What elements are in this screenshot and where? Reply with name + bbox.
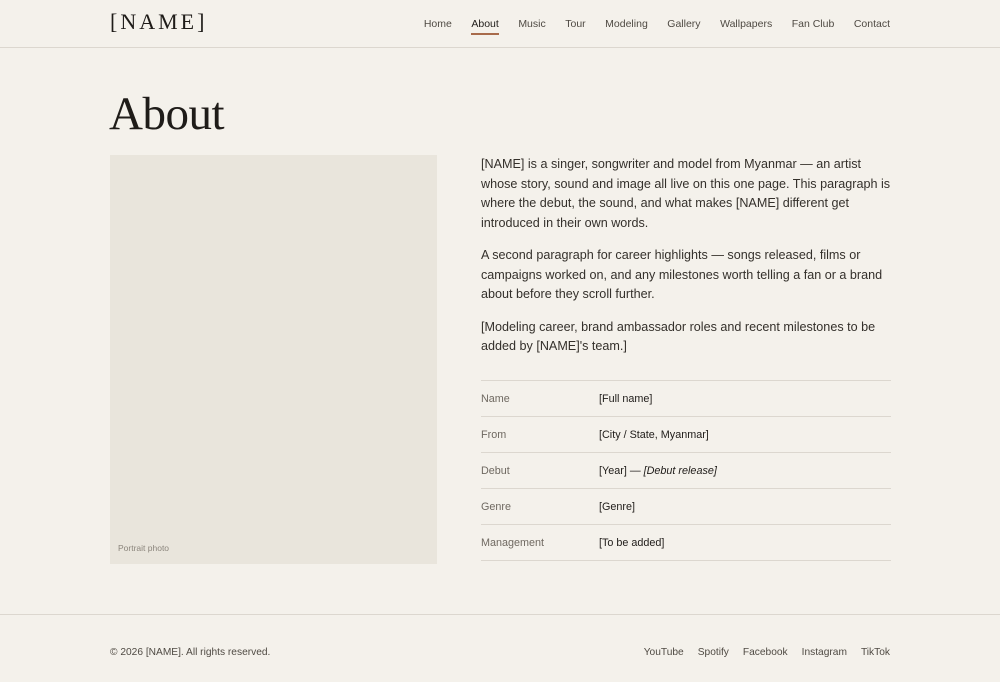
- facts-table: [481, 380, 891, 561]
- fact-value: [To be added]: [599, 536, 665, 549]
- nav-modeling[interactable]: Modeling: [605, 17, 648, 30]
- social-link-instagram[interactable]: Instagram: [801, 647, 847, 658]
- page-title: About: [109, 88, 224, 140]
- fact-label: Debut: [481, 464, 510, 477]
- fact-value: [City / State, Myanmar]: [599, 428, 709, 441]
- bio-paragraph-3: [Modeling career, brand ambassador roles and recent milestones to be added by [NAME]'s team.]: [481, 319, 876, 353]
- fact-row-management: [481, 525, 891, 561]
- nav-home[interactable]: Home: [423, 17, 452, 30]
- social-links: [630, 647, 890, 658]
- nav-gallery[interactable]: Gallery: [667, 17, 701, 30]
- fact-label: From: [481, 428, 507, 441]
- portrait-caption: Portrait photo: [118, 543, 170, 553]
- social-link-spotify[interactable]: Spotify: [697, 647, 729, 658]
- site-footer: [0, 614, 1000, 682]
- fact-value: [599, 465, 717, 477]
- fact-value: [Genre]: [599, 500, 636, 513]
- copyright-text: © 2026 [NAME]. All rights reserved.: [110, 647, 271, 658]
- fact-row-name: [481, 381, 891, 417]
- nav-music[interactable]: Music: [518, 17, 546, 30]
- nav-about[interactable]: About: [471, 14, 498, 34]
- social-link-tiktok[interactable]: TikTok: [860, 647, 890, 658]
- nav-wallpapers[interactable]: Wallpapers: [720, 17, 773, 30]
- fact-label: Genre: [481, 500, 512, 513]
- main-nav: [404, 0, 890, 47]
- fact-row-genre: [481, 489, 891, 525]
- fact-row-from: [481, 417, 891, 453]
- social-link-facebook[interactable]: Facebook: [742, 647, 788, 658]
- fact-value: [Full name]: [599, 392, 653, 405]
- fact-label: Management: [481, 536, 545, 549]
- bio-paragraph-1: [NAME] is a singer, songwriter and model from Myanmar — an artist whose story, sound and image all live on this one page. This paragraph is where the debut, the sound, and what makes [NAME] different get introduced in their own words.: [481, 157, 891, 230]
- fact-label: Name: [481, 392, 510, 405]
- nav-fan-club[interactable]: Fan Club: [791, 17, 835, 30]
- bio-section: [481, 155, 891, 370]
- fact-value-year: [Year] —: [599, 464, 641, 477]
- fact-row-debut: [481, 453, 891, 489]
- nav-tour[interactable]: Tour: [565, 17, 586, 30]
- nav-contact[interactable]: Contact: [853, 17, 890, 30]
- brand-logo[interactable]: [NAME]: [110, 9, 208, 34]
- site-header: [0, 0, 1000, 48]
- fact-value-release: [Debut release]: [643, 464, 717, 477]
- social-link-youtube[interactable]: YouTube: [643, 647, 684, 658]
- portrait-photo-placeholder: [110, 155, 437, 564]
- bio-paragraph-2: A second paragraph for career highlights — songs released, films or campaigns worked on, and any milestones worth telling a fan or a brand about before they scroll further.: [481, 248, 883, 301]
